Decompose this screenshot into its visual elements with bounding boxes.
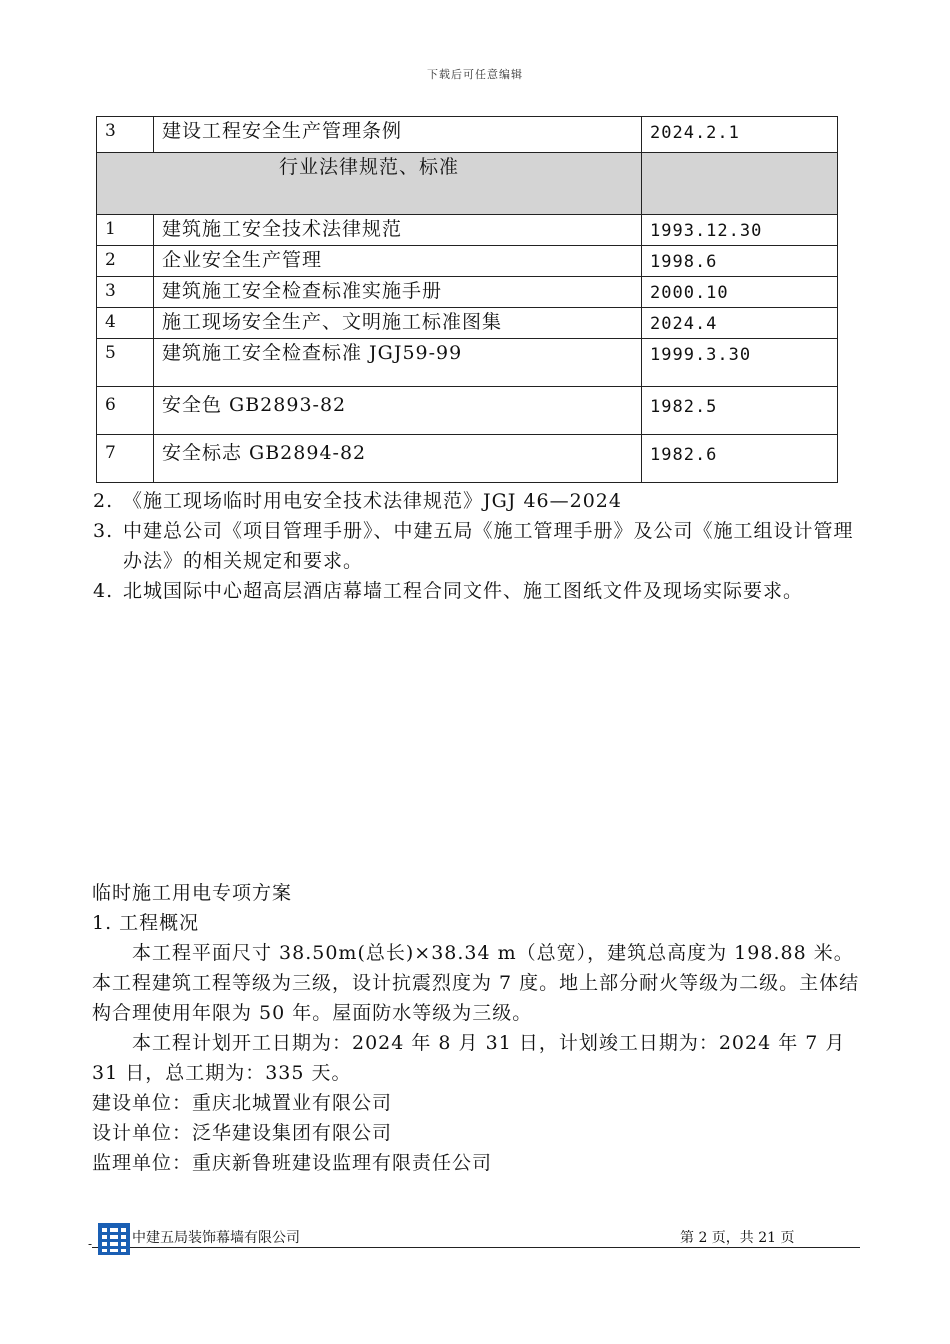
- footer-page-number: 第 2 页，共 21 页: [680, 1230, 795, 1246]
- company-logo-icon: [98, 1223, 130, 1255]
- row-date: 1999.3.30: [642, 339, 838, 387]
- row-number: 4: [97, 308, 154, 339]
- list-item-number: 2.: [93, 490, 114, 512]
- row-date: 2024.4: [642, 308, 838, 339]
- row-date: 1982.6: [642, 435, 838, 483]
- row-name: 建设工程安全生产管理条例: [154, 117, 642, 153]
- section-blank-cell: [642, 153, 838, 215]
- row-name: 建筑施工安全检查标准 JGJ59-99: [154, 339, 642, 387]
- row-name: 施工现场安全生产、文明施工标准图集: [154, 308, 642, 339]
- regulations-table: [96, 116, 838, 483]
- list-item-number: 3.: [93, 520, 114, 542]
- table-row: [97, 387, 838, 435]
- table-row: [97, 277, 838, 308]
- row-date: 2024.2.1: [642, 117, 838, 153]
- list-item-text: 《施工现场临时用电安全技术法律规范》JGJ 46—2024: [123, 490, 622, 512]
- row-name: 安全色 GB2893-82: [154, 387, 642, 435]
- supervision-unit: 监理单位：重庆新鲁班建设监理有限责任公司: [92, 1152, 493, 1174]
- row-number: 5: [97, 339, 154, 387]
- row-name: 安全标志 GB2894-82: [154, 435, 642, 483]
- schedule-paragraph: 本工程计划开工日期为：2024 年 8 月 31 日，计划竣工日期为：2024 年 7 月 31 日，总工期为：335 天。: [92, 1032, 846, 1084]
- table-row: [97, 117, 838, 153]
- design-unit: 设计单位：泛华建设集团有限公司: [92, 1122, 393, 1144]
- row-number: 6: [97, 387, 154, 435]
- list-item: [93, 516, 863, 576]
- row-number: 7: [97, 435, 154, 483]
- table-row: [97, 215, 838, 246]
- page-footer: [88, 1223, 860, 1251]
- table-row: [97, 339, 838, 387]
- row-date: 1998.6: [642, 246, 838, 277]
- overview-paragraph: 本工程平面尺寸 38.50m(总长)×38.34 m（总宽），建筑总高度为 198.88 米。本工程建筑工程等级为三级，设计抗震烈度为 7 度。地上部分耐火等级为二级。主体结构合理使用年限为 50 年。屋面防水等级为三级。: [92, 942, 860, 1024]
- section-title: 行业法律规范、标准: [97, 153, 642, 215]
- list-item: [93, 486, 863, 516]
- project-overview: [92, 878, 862, 1178]
- row-date: 1982.5: [642, 387, 838, 435]
- list-item-text: 北城国际中心超高层酒店幕墙工程合同文件、施工图纸文件及现场实际要求。: [123, 580, 804, 602]
- section-heading: 1. 工程概况: [92, 912, 200, 934]
- row-number: 2: [97, 246, 154, 277]
- footer-company: 中建五局装饰幕墙有限公司: [132, 1230, 300, 1246]
- row-number: 3: [97, 117, 154, 153]
- list-item: [93, 576, 863, 606]
- row-name: 企业安全生产管理: [154, 246, 642, 277]
- table-row: [97, 435, 838, 483]
- construction-unit: 建设单位：重庆北城置业有限公司: [92, 1092, 393, 1114]
- row-name: 建筑施工安全技术法律规范: [154, 215, 642, 246]
- table-row: [97, 246, 838, 277]
- row-number: 3: [97, 277, 154, 308]
- section-row: [97, 153, 838, 215]
- row-name: 建筑施工安全检查标准实施手册: [154, 277, 642, 308]
- basis-list: [93, 486, 863, 606]
- row-number: 1: [97, 215, 154, 246]
- row-date: 1993.12.30: [642, 215, 838, 246]
- list-item-number: 4.: [93, 580, 114, 602]
- list-item-text: 中建总公司《项目管理手册》、中建五局《施工管理手册》及公司《施工组设计管理办法》的相关规定和要求。: [123, 520, 854, 572]
- section-title: 临时施工用电专项方案: [92, 882, 293, 904]
- row-date: 2000.10: [642, 277, 838, 308]
- table-row: [97, 308, 838, 339]
- footer-dash: -: [88, 1237, 93, 1251]
- header-note: 下载后可任意编辑: [427, 68, 523, 81]
